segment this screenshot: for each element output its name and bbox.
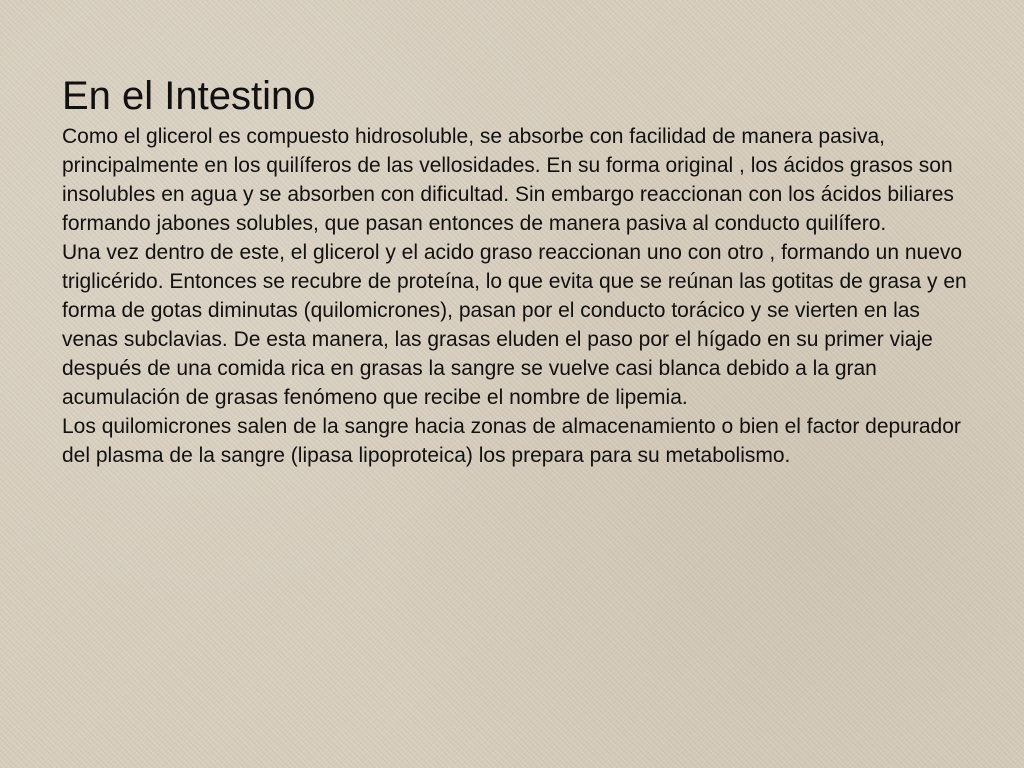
body-paragraph-1: Como el glicerol es compuesto hidrosoluble, se absorbe con facilidad de manera pasiva, principalmente en los quilíferos de las vellosidades. En su forma original , los ácidos grasos son insolubles en agua y se absorben con dificultad. Sin embargo reaccionan con los ácidos biliares formando jabones solubles, que pasan entonces de manera pasiva al conducto quilífero.	[62, 125, 954, 235]
body-paragraph-2: Una vez dentro de este, el glicerol y el acido graso reaccionan uno con otro , formando un nuevo triglicérido. Entonces se recubre de proteína, lo que evita que se reúnan las gotitas de grasa y en forma de gotas diminutas (quilomicrones), pasan por el conducto torácico y se vierten en las venas subclavias. De esta manera, las grasas eluden el paso por el hígado en su primer viaje después de una comida rica en grasas la sangre se vuelve casi blanca debido a la gran acumulación de grasas fenómeno que recibe el nombre de lipemia.	[62, 241, 967, 409]
slide-content	[62, 72, 972, 470]
slide-title: En el Intestino	[62, 74, 316, 118]
body-paragraph-3: Los quilomicrones salen de la sangre hacia zonas de almacenamiento o bien el factor depurador del plasma de la sangre (lipasa lipoproteica) los prepara para su metabolismo.	[62, 415, 961, 467]
